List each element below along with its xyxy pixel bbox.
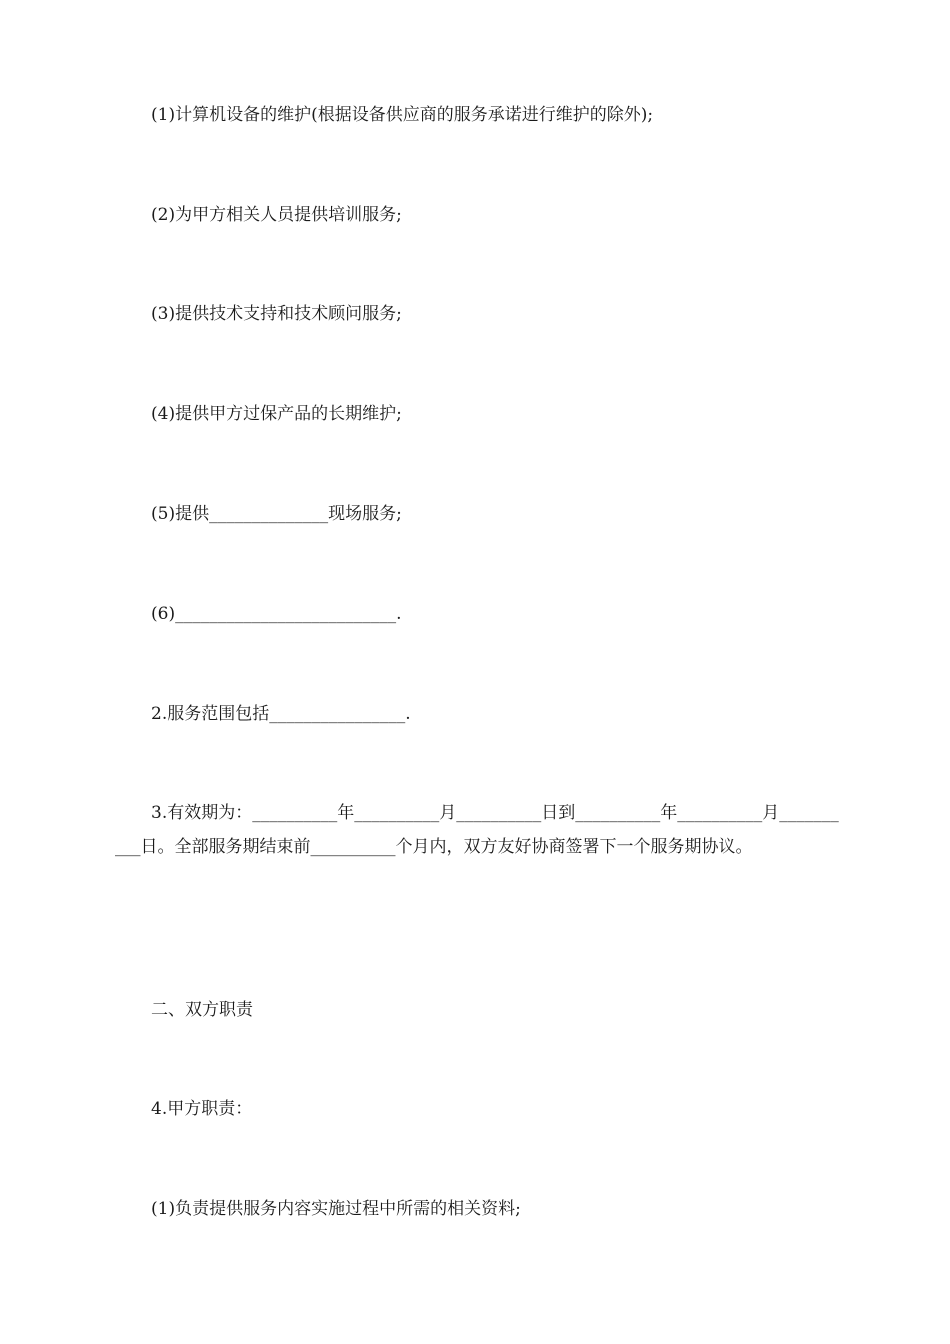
clause-item-5-onsite-service: (5)提供______________现场服务; — [151, 504, 402, 524]
clause-item-1-equipment-maintenance: (1)计算机设备的维护(根据设备供应商的服务承诺进行维护的除外); — [151, 105, 654, 125]
clause-item-4-long-term-maintenance: (4)提供甲方过保产品的长期维护; — [151, 404, 402, 424]
clause-item-2-training: (2)为甲方相关人员提供培训服务; — [151, 205, 402, 225]
clause-4-item-1-provide-materials: (1)负责提供服务内容实施过程中所需的相关资料; — [151, 1199, 521, 1219]
clause-item-6-blank: (6)__________________________. — [151, 604, 402, 624]
section-heading-responsibilities: 二、双方职责 — [151, 1000, 253, 1020]
clause-2-service-scope: 2.服务范围包括________________. — [151, 704, 411, 724]
clause-4-party-a-duties: 4.甲方职责： — [151, 1099, 253, 1119]
clause-item-3-technical-support: (3)提供技术支持和技术顾问服务; — [151, 304, 402, 324]
clause-3-validity-period: 3.有效期为：__________年__________月__________日到__________年__________月__________日。全部服务期结束前__________个月内，双方友好协商签署下一个服务期协议。 — [115, 803, 839, 857]
